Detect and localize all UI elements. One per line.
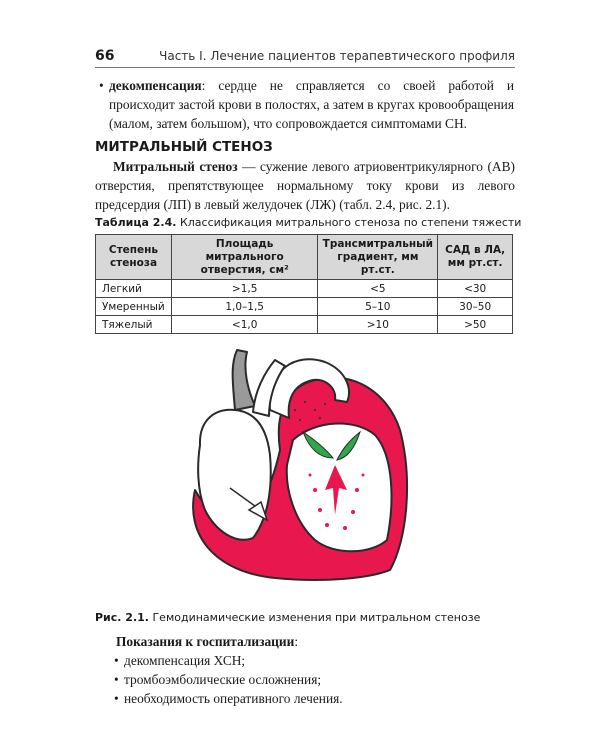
- indications-title-line: [116, 632, 516, 651]
- definition-paragraph: [95, 157, 515, 214]
- table-row: [96, 298, 513, 316]
- definition-text: — сужение левого атриовентрикулярного (АВ) отверстия, препятствующее нормальному току крови из левого предсердия (ЛП) в левый желудочек (ЛЖ) (табл. 2.4, рис. 2.1).: [95, 159, 515, 212]
- cell-area: <1,0: [171, 316, 317, 334]
- indications-title-suffix: :: [294, 634, 299, 649]
- table-row: [96, 280, 513, 298]
- bullet-decompensation: [99, 76, 514, 133]
- header-pressure: САД в ЛА, мм рт.ст.: [438, 235, 513, 280]
- table-caption: [95, 216, 521, 229]
- indications-title: Показания к госпитализации: [116, 634, 295, 649]
- page-header: [95, 48, 515, 68]
- cell-severity: Легкий: [96, 280, 172, 298]
- cell-gradient: 5–10: [318, 298, 438, 316]
- table-caption-text: Классификация митрального стеноза по степени тяжести: [176, 216, 522, 229]
- definition-term: Митральный стеноз: [113, 159, 238, 174]
- cell-gradient: <5: [318, 280, 438, 298]
- cell-area: >1,5: [171, 280, 317, 298]
- indications-block: [116, 632, 516, 708]
- bullet-dot: •: [99, 78, 104, 93]
- heart-illustration: [175, 340, 435, 595]
- heart-diagram: [175, 340, 435, 595]
- figure-caption-label: Рис. 2.1.: [95, 611, 149, 624]
- cell-pressure: 30–50: [438, 298, 513, 316]
- classification-table: [95, 234, 513, 334]
- list-item: • тромбоэмболические осложнения;: [116, 670, 516, 689]
- figure-caption-text: Гемодинамические изменения при митральном стенозе: [148, 611, 481, 624]
- cell-severity: Умеренный: [96, 298, 172, 316]
- header-severity: Степень стеноза: [96, 235, 172, 280]
- cell-area: 1,0–1,5: [171, 298, 317, 316]
- bullet-term: декомпенсация: [109, 78, 202, 93]
- header-area: Площадь митрального отверстия, см²: [171, 235, 317, 280]
- table-row: [96, 316, 513, 334]
- cell-gradient: >10: [318, 316, 438, 334]
- list-item: • декомпенсация ХСН;: [116, 651, 516, 670]
- cell-pressure: >50: [438, 316, 513, 334]
- header-gradient: Трансмитральный градиент, мм рт.ст.: [318, 235, 438, 280]
- table-header-row: [96, 235, 513, 280]
- running-head: Часть I. Лечение пациентов терапевтического профиля: [159, 49, 515, 63]
- section-title: МИТРАЛЬНЫЙ СТЕНОЗ: [95, 139, 273, 155]
- bullet-text: : сердце не справляется со своей работой и происходит застой крови в полостях, а затем в кругах кровообращения (малом, затем большом), что сопровождается симптомами СН.: [109, 78, 514, 131]
- pulmonary-vessel: [233, 350, 255, 410]
- table-caption-label: Таблица 2.4.: [95, 216, 177, 229]
- page-number: 66: [95, 48, 115, 64]
- figure-caption: [95, 611, 480, 624]
- cell-pressure: <30: [438, 280, 513, 298]
- list-item: • необходимость оперативного лечения.: [116, 689, 516, 708]
- cell-severity: Тяжелый: [96, 316, 172, 334]
